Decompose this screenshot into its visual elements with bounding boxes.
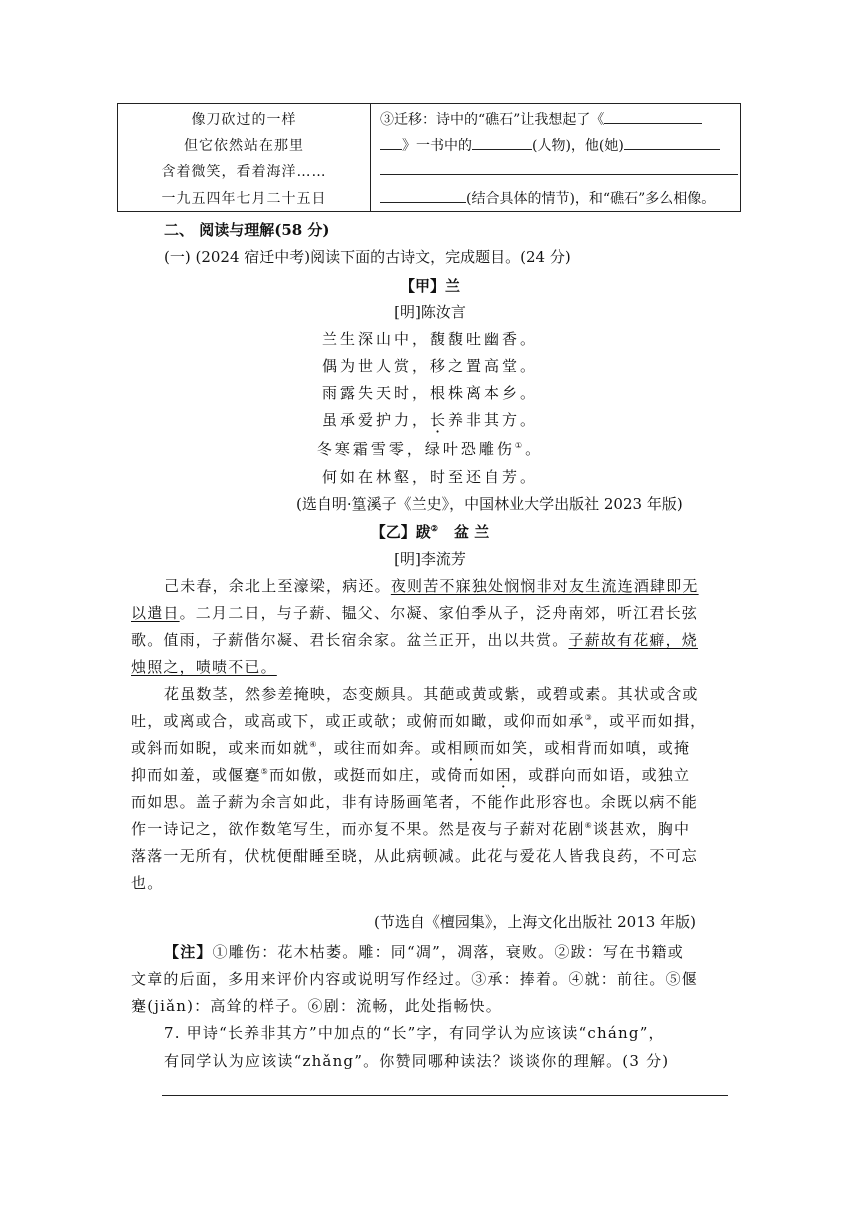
notes-line: 文章的后面，多用来评价内容或说明写作经过。③承：捧着。④就：前往。⑤偃 [131,970,699,988]
underlined-sentence: 夜则苦不寐独处悯悯非对友生流连酒肆即无 [390,577,699,595]
table-divider [370,104,371,211]
poem-a-source: (选自明·篁溪子《兰史》，中国林业大学出版社 2023 年版) [296,495,683,513]
prose-line: 歌。值雨，子薪偕尔凝、君长宿余家。盆兰正开，出以共赏。子薪故有花癖，烧 [131,631,699,649]
prose-line: 抑而如羞，或偃蹇⑤而如傲，或挺而如庄，或倚而如困，或群向而如语，或独立 [131,766,691,784]
poem-a-line: 何如在林壑，时至还自芳。 [321,468,538,486]
underlined-sentence: 子薪故有花癖，烧 [568,631,699,649]
prose-line: 也。 [131,874,164,892]
answer-line[interactable] [162,1095,728,1096]
footnote-marker: ③ [584,713,593,722]
prose-b-source: (节选自《檀园集》，上海文化出版社 2013 年版) [374,913,696,931]
notes-label: 【注】 [164,943,213,961]
prose-line: 以遣日。二月二日，与子薪、韫父、尔凝、家伯季从子，泛舟南郊，听江君长弦 [131,604,699,622]
poem-a-line-5: 冬寒霜雪零，绿叶恐雕伤①。 [316,440,544,458]
underlined-sentence: 以遣日 [131,604,180,622]
plot-blank-cont[interactable] [380,161,738,175]
migration-question-line2: 》一书中的 (人物)，他(她) [380,135,738,155]
footnote-marker: ⑤ [260,767,269,776]
prose-line: 落落一无所有，伏枕便酣睡至晓，从此病顿减。此花与爱花人皆我良药，不可忘 [131,847,699,865]
plot-blank-end[interactable] [380,189,466,203]
notes-line: 【注】①雕伤：花木枯萎。雕：同“凋”，凋落，衰败。②跋：写在书籍或 [164,943,684,961]
prose-line: 或斜而如睨，或来而如就④，或往而如奔。或相顾而如笑，或相背而如嗔，或掩 [131,739,691,757]
plot-blank[interactable] [624,136,720,150]
poem-a-line: 兰生深山中，馥馥吐幽香。 [321,330,538,348]
footnote-marker: ② [430,523,438,533]
migration-question-line4: (结合具体的情节)，和“礁石”多么相像。 [380,188,738,208]
book-title-blank[interactable] [604,110,702,124]
footnote-marker: ⑥ [584,821,593,830]
prose-line: 作一诗记之，欲作数笔写生，而亦复不果。然是夜与子薪对花剧⑥谈甚欢，胸中 [131,820,691,838]
section-title: 二、 阅读与理解(58 分) [164,221,330,239]
migration-question-line1: ③迁移：诗中的“礁石”让我想起了《 [380,109,738,129]
prose-line: 吐，或离或合，或高或下，或正或欹；或俯而如瞰，或仰而如承③，或平而如揖， [131,712,707,730]
poem-fragment-line: 但它依然站在那里 [184,138,304,154]
underlined-sentence: 烛照之，啧啧不已。 [131,658,277,676]
poem-a-title: 【甲】兰 [399,277,460,295]
character-blank[interactable] [472,136,532,150]
footnote-marker: ④ [309,740,318,749]
dotted-char-chang: 长 [429,411,448,429]
prose-line: 花虽数茎，然参差掩映，态变颇具。其葩或黄或紫，或碧或素。其状或含或 [164,685,699,703]
footnote-marker: ① [514,441,526,450]
prose-line: 而如思。盖子薪为余言如此，非有诗肠画笔者，不能作此形容也。余既以病不能 [131,793,699,811]
poem-a-line: 雨露失天时，根株离本乡。 [321,384,538,402]
prose-line [131,656,277,677]
prose-b-title: 【乙】跋② 盆 兰 [370,523,490,541]
poem-fragment-line: 一九五四年七月二十五日 [161,191,327,207]
migration-question-line3 [380,161,738,179]
poem-a-line-4: 虽承爱护力，长养非其方。 [321,411,539,429]
dotted-char-kun: 困 [495,766,512,784]
section-intro: (一) (2024 宿迁中考)阅读下面的古诗文，完成题目。(24 分) [164,248,571,266]
question-7-line2: 有同学认为应该读“zhǎng”。你赞同哪种读法？谈谈你的理解。(3 分) [164,1052,670,1070]
poem-a-author: [明]陈汝言 [394,303,466,321]
poem-fragment-line: 像刀砍过的一样 [191,112,297,128]
poem-a-line: 偶为世人赏，移之置高堂。 [321,357,538,375]
prose-line: 己未春，余北上至濠梁，病还。夜则苦不寐独处悯悯非对友生流连酒肆即无 [164,577,699,595]
reading-table [117,103,741,212]
poem-fragment-line: 含着微笑，看着海洋…… [161,164,327,180]
dotted-char-gu: 顾 [463,739,480,757]
question-7-line1: 7. 甲诗“长养非其方”中加点的“长”字，有同学认为应该读“cháng”， [164,1024,665,1042]
book-title-blank-cont[interactable] [380,136,402,150]
prose-b-author: [明]李流芳 [394,550,466,568]
notes-line: 蹇(jiǎn)：高耸的样子。⑥剧：流畅，此处指畅快。 [131,997,502,1015]
